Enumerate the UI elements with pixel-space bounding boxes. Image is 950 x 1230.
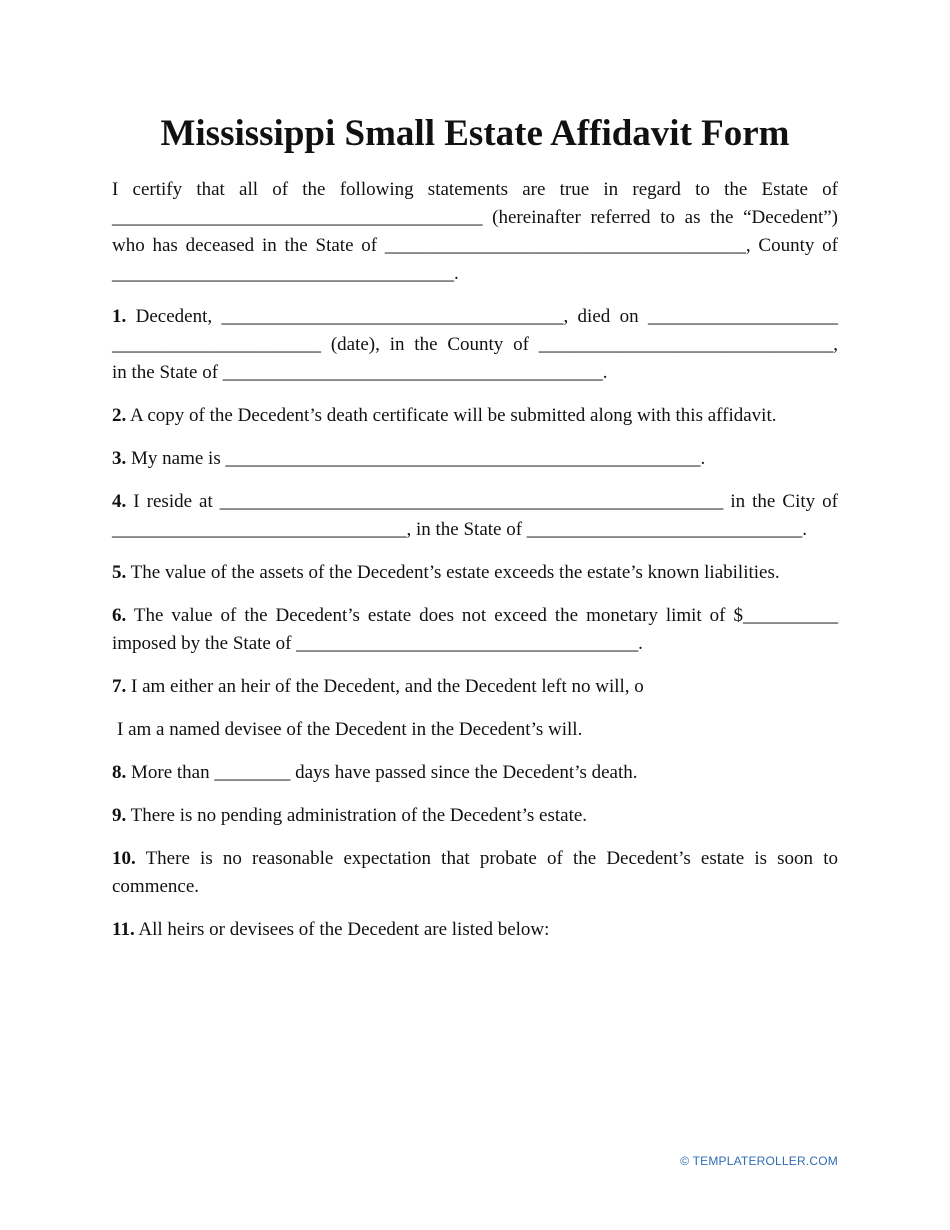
templateroller-link[interactable]: © TEMPLATEROLLER.COM [680,1154,838,1168]
statement-8 [112,759,838,787]
statement-2 [112,402,838,430]
statement-text: Decedent, ____________________________________, died on ____________________ [135,306,838,327]
statement-number: 3. [112,448,127,469]
statement-text: My name is __________________________________________________. [131,448,706,469]
statement-10 [112,845,838,901]
statement-number: 7. [112,676,127,697]
statement-number: 10. [112,848,136,869]
statement-number: 9. [112,805,127,826]
intro-line: ____________________________________. [112,263,459,284]
intro-line: _______________________________________ (hereinafter referred to as the “Decedent”) [112,207,838,228]
statement-text: commence. [112,876,200,897]
statement-7 [112,673,838,701]
statement-11 [112,916,838,944]
statement-text: More than ________ days have passed since the Decedent’s death. [131,762,638,783]
statement-text: I am a named devisee of the Decedent in the Decedent’s will. [117,719,583,740]
statement-number: 4. [112,491,127,512]
statement-4 [112,488,838,544]
statement-text: _______________________________, in the State of _____________________________. [112,519,808,540]
intro-line: who has deceased in the State of ______________________________________, County of [112,235,838,256]
statement-number: 5. [112,562,127,583]
statement-text: All heirs or devisees of the Decedent are listed below: [138,919,550,940]
statement-6 [112,602,838,658]
statement-text: I reside at _____________________________________________________ in the City of [133,491,838,512]
statement-9 [112,802,838,830]
statement-1 [112,303,838,387]
statement-number: 11. [112,919,135,940]
statement-text: A copy of the Decedent’s death certificate will be submitted along with this affidavit. [129,405,777,426]
intro-paragraph [112,176,838,288]
statement-5 [112,559,838,587]
statement-text: imposed by the State of ____________________________________. [112,633,643,654]
statement-text: There is no reasonable expectation that probate of the Decedent’s estate is soon to [145,848,838,869]
statement-number: 6. [112,605,127,626]
statement-number: 2. [112,405,127,426]
statement-text: I am either an heir of the Decedent, and the Decedent left no will, o [131,676,644,697]
statement-3 [112,445,838,473]
statement-7-option [112,716,838,744]
document-body [112,176,838,959]
statement-text: There is no pending administration of the Decedent’s estate. [130,805,588,826]
statement-text: The value of the Decedent’s estate does not exceed the monetary limit of $__________ [133,605,838,626]
statement-text: in the State of ________________________________________. [112,362,608,383]
statement-text: The value of the assets of the Decedent’s estate exceeds the estate’s known liabilities. [130,562,780,583]
intro-line: I certify that all of the following statements are true in regard to the Estate of [112,179,838,200]
document-title: Mississippi Small Estate Affidavit Form [160,113,790,154]
statement-text: ______________________ (date), in the County of _______________________________, [112,334,838,355]
statement-number: 1. [112,306,127,327]
statement-number: 8. [112,762,127,783]
